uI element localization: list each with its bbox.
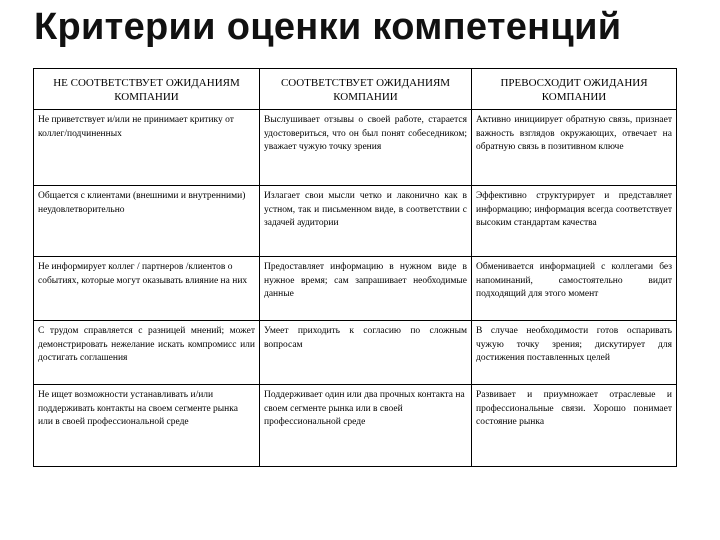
table-cell: Развивает и приумножает отраслевые и профессиональные связи. Хорошо понимает состояние рынка [472,385,677,467]
table-cell: С трудом справляется с разницей мнений; может демонстрировать нежелание искать компромисс или достигать соглашения [34,321,260,385]
table-cell: Не информирует коллег / партнеров /клиентов о событиях, которые могут оказывать влияние на них [34,257,260,321]
table-header-row [34,69,677,110]
header-not-meets: НЕ СООТВЕТСТВУЕТ ОЖИДАНИЯМ КОМПАНИИ [34,69,260,110]
page-title: Критерии оценки компетенций [34,6,622,48]
competency-criteria-table [33,68,677,467]
table-cell: Обменивается информацией с коллегами без напоминаний, самостоятельно видит подходящий для этого момент [472,257,677,321]
table-row [34,385,677,467]
table-cell: Выслушивает отзывы о своей работе, старается удостовериться, что он был понят собеседником; уважает чужую точку зрения [260,110,472,186]
table-cell: Предоставляет информацию в нужном виде в нужное время; сам запрашивает необходимые данные [260,257,472,321]
table-cell: Общается с клиентами (внешними и внутренними) неудовлетворительно [34,186,260,257]
table-cell: Не приветствует и/или не принимает критику от коллег/подчиненных [34,110,260,186]
table-cell: Поддерживает один или два прочных контакта на своем сегменте рынка или в своей профессиональной среде [260,385,472,467]
table-row [34,186,677,257]
table-cell: Эффективно структурирует и представляет информацию; информация всегда соответствует высоким стандартам качества [472,186,677,257]
header-exceeds: ПРЕВОСХОДИТ ОЖИДАНИЯ КОМПАНИИ [472,69,677,110]
table-cell: Активно инициирует обратную связь, признает важность взглядов окружающих, отвечает на обратную связь в позитивном ключе [472,110,677,186]
table-cell: Не ищет возможности устанавливать и/или поддерживать контакты на своем сегменте рынка или в своей профессиональной среде [34,385,260,467]
table-row [34,321,677,385]
table-row [34,110,677,186]
table-row [34,257,677,321]
table-cell: Умеет приходить к согласию по сложным вопросам [260,321,472,385]
table-cell: Излагает свои мысли четко и лаконично как в устном, так и письменном виде, в соответствии с задачей аудитории [260,186,472,257]
header-meets: СООТВЕТСТВУЕТ ОЖИДАНИЯМ КОМПАНИИ [260,69,472,110]
table-cell: В случае необходимости готов оспаривать чужую точку зрения; дискутирует для достижения поставленных целей [472,321,677,385]
